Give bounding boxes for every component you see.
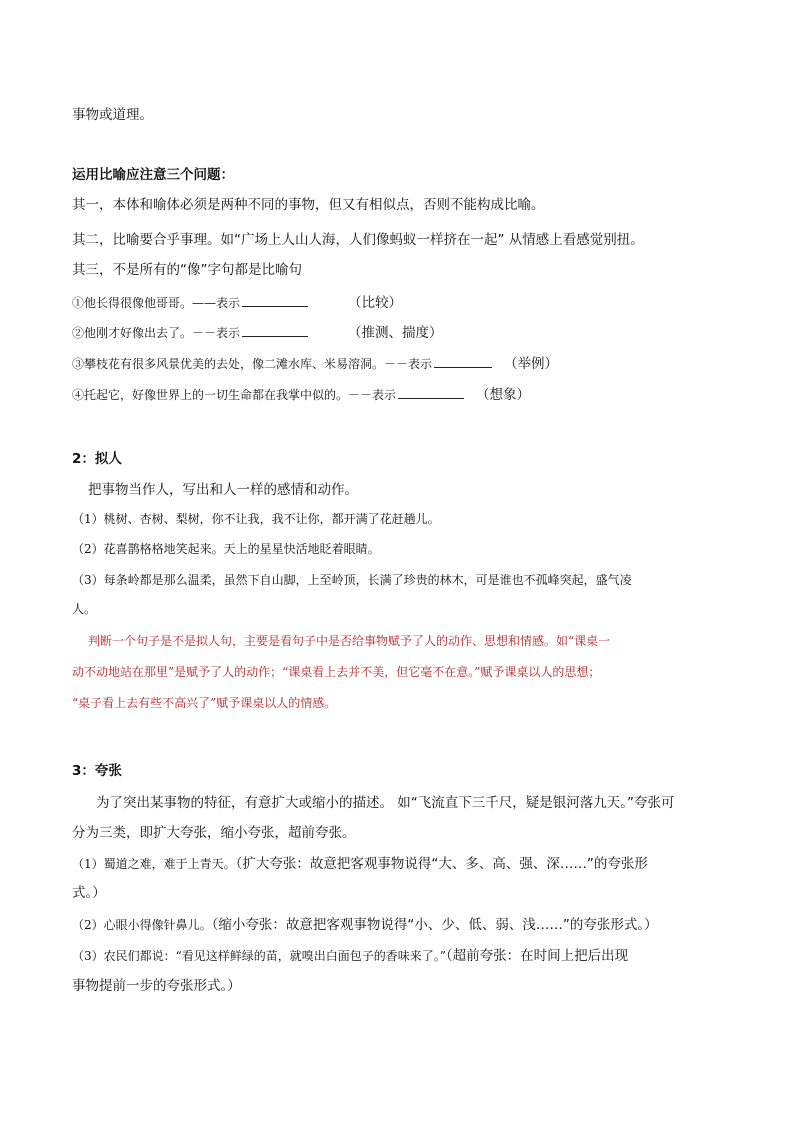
- example-explanation: （缩小夸张：故意把客观事物说得“小、少、低、弱、浅……”的夸张形式。）: [211, 917, 658, 933]
- hyperbole-definition-2: 分为三类，即扩大夸张，缩小夸张，超前夸张。: [72, 825, 356, 841]
- intro-tail-line: 事物或道理。: [72, 107, 153, 123]
- example-quote: （2）心眼小得像针鼻儿。: [72, 918, 212, 932]
- hyperbole-example-1-tail: 式。）: [72, 885, 106, 901]
- personification-example-2: （2）花喜鹊格格地笑起来。天上的星星快活地眨着眼睛。: [72, 542, 380, 556]
- personification-definition: 把事物当作人，写出和人一样的感情和动作。: [88, 482, 358, 498]
- hyperbole-example-3-tail: 事物提前一步的夸张形式。）: [72, 978, 241, 994]
- example-text: ①他长得很像他哥哥。——表示: [72, 296, 241, 310]
- simile-example-1: [72, 291, 402, 311]
- simile-example-3: [72, 352, 558, 372]
- simile-notes-heading: 运用比喻应注意三个问题：: [72, 167, 234, 183]
- answer-blank[interactable]: [242, 294, 308, 307]
- example-note: （比较）: [348, 295, 403, 311]
- example-text: ④托起它，好像世界上的一切生命都在我掌中似的。－－表示: [72, 388, 397, 402]
- hyperbole-heading: 3：夸张: [72, 763, 122, 779]
- personification-heading: 2：拟人: [72, 451, 122, 467]
- personification-judgement-note-1: 判断一个句子是不是拟人句，主要是看句子中是否给事物赋予了人的动作、思想和情感。如“课桌一: [88, 634, 611, 648]
- simile-example-4: [72, 383, 530, 403]
- hyperbole-example-3: [72, 944, 628, 964]
- example-note: （举例）: [504, 356, 559, 372]
- simile-note-2: 其二，比喻要合乎事理。如“广场上人山人海，人们像蚂蚁一样挤在一起” 从情感上看感觉别扭。: [72, 232, 644, 248]
- hyperbole-example-2: [72, 913, 658, 933]
- hyperbole-definition-1: 为了突出某事物的特征，有意扩大或缩小的描述。 如“飞流直下三千尺，疑是银河落九天。”夸张可: [96, 795, 675, 811]
- answer-blank[interactable]: [398, 386, 464, 399]
- simile-example-2: [72, 321, 443, 341]
- personification-example-3-tail: 人。: [72, 602, 97, 616]
- simile-note-1: 其一，本体和喻体必须是两种不同的事物，但又有相似点，否则不能构成比喻。: [72, 197, 545, 213]
- answer-blank[interactable]: [434, 355, 492, 368]
- example-explanation: （超前夸张：在时间上把后出现: [445, 948, 629, 964]
- example-explanation: （扩大夸张：故意把客观事物说得“大、多、高、强、深……”的夸张形: [235, 856, 648, 872]
- answer-blank[interactable]: [242, 324, 308, 337]
- personification-example-1: （1）桃树、杏树、梨树，你不让我，我不让你，都开满了花赶趟儿。: [72, 512, 440, 526]
- example-text: ③攀枝花有很多风景优美的去处，像二滩水库、米易溶洞。－－表示: [72, 357, 433, 371]
- example-note: （推测、揣度）: [348, 325, 443, 341]
- hyperbole-example-1: [72, 852, 648, 872]
- example-note: （想象）: [476, 387, 531, 403]
- example-quote: （3）农民们都说：“看见这样鲜绿的苗，就嗅出白面包子的香味来了。”: [72, 949, 446, 963]
- simile-note-3: 其三，不是所有的“像”字句都是比喻句: [72, 262, 302, 278]
- personification-judgement-note-3: “桌子看上去有些不高兴了”赋予课桌以人的情感。: [72, 696, 337, 710]
- example-text: ②他刚才好像出去了。－－表示: [72, 326, 241, 340]
- personification-example-3: （3）每条岭都是那么温柔，虽然下自山脚，上至岭顶，长满了珍贵的林木，可是谁也不孤峰突起，盛气凌: [72, 573, 632, 587]
- example-quote: （1）蜀道之难，难于上青天。: [72, 857, 236, 871]
- personification-judgement-note-2: 动不动地站在那里”是赋予了人的动作；“课桌看上去并不美，但它毫不在意。”赋予课桌以人的思想；: [72, 665, 601, 679]
